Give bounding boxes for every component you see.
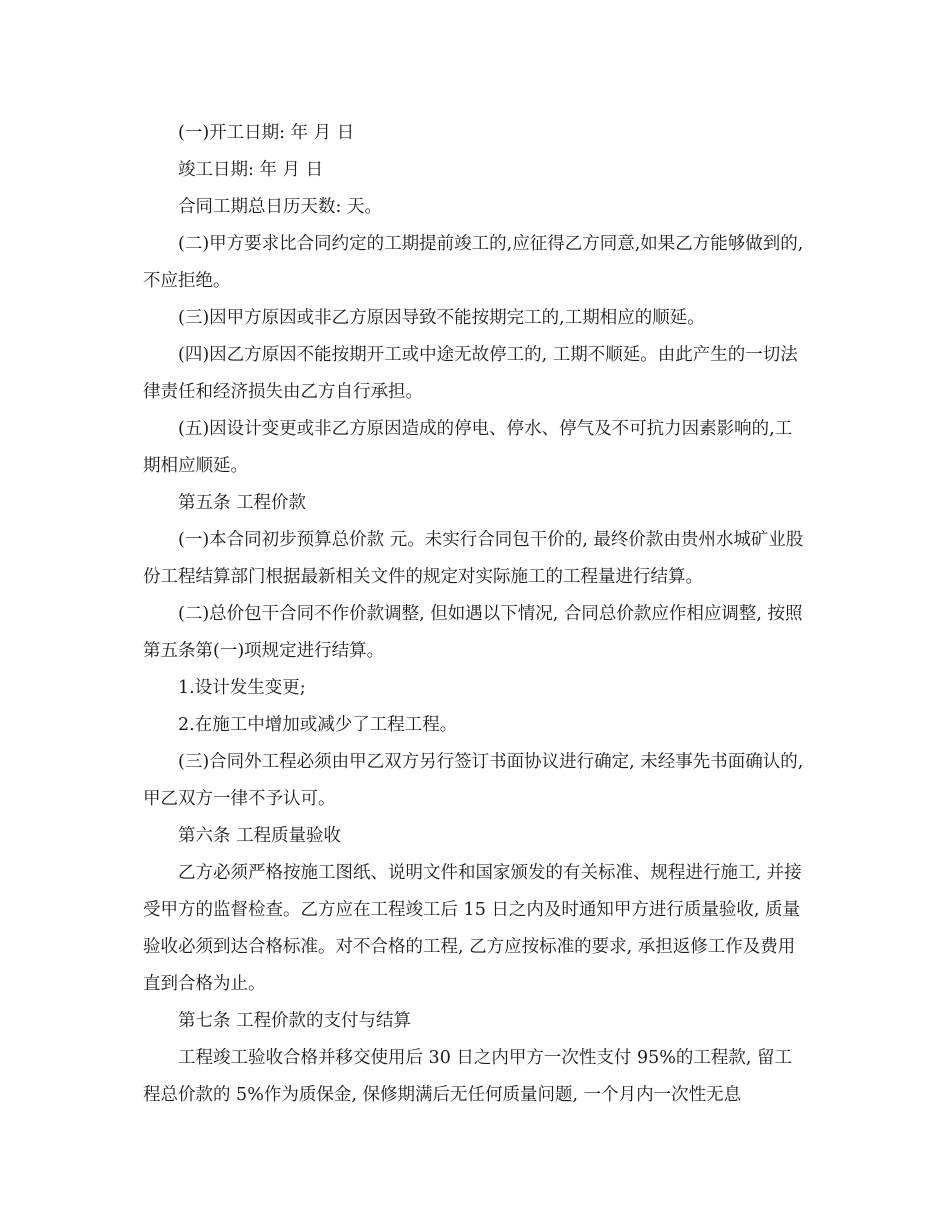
document-page: [143, 115, 805, 1114]
paragraph-delay-party-b: (四)因乙方原因不能按期开工或中途无故停工的, 工期不顺延。由此产生的一切法律责任和经济损失由乙方自行承担。: [143, 345, 798, 402]
section-heading-article-7: 第七条 工程价款的支付与结算: [178, 1011, 412, 1031]
paragraph-start-date: (一)开工日期: 年 月 日: [178, 123, 355, 143]
section-heading-article-5: 第五条 工程价款: [178, 493, 307, 513]
list-item-scope-change: 2.在施工中增加或减少了工程工程。: [178, 715, 458, 735]
paragraph-extra-work: (三)合同外工程必须由甲乙双方另行签订书面协议进行确定, 未经事先书面确认的, 甲乙双方一律不予认可。: [143, 752, 804, 809]
paragraph-delay-party-a: (三)因甲方原因或非乙方原因导致不能按期完工的,工期相应的顺延。: [178, 308, 705, 328]
paragraph-payment-settlement: 工程竣工验收合格并移交使用后 30 日之内甲方一次性支付 95%的工程款, 留工程总价款的 5%作为质保金, 保修期满后无任何质量问题, 一个月内一次性无息: [143, 1048, 792, 1105]
list-item-design-change: 1.设计发生变更;: [178, 678, 306, 698]
paragraph-design-change: (五)因设计变更或非乙方原因造成的停电、停水、停气及不可抗力因素影响的,工期相应顺延。: [143, 419, 793, 476]
paragraph-completion-date: 竣工日期: 年 月 日: [178, 160, 324, 180]
section-heading-article-6: 第六条 工程质量验收: [178, 826, 342, 846]
paragraph-early-completion: (二)甲方要求比合同约定的工期提前竣工的,应征得乙方同意,如果乙方能够做到的,不应拒绝。: [143, 234, 804, 291]
paragraph-budget-price: (一)本合同初步预算总价款 元。未实行合同包干价的, 最终价款由贵州水城矿业股份工程结算部门根据最新相关文件的规定对实际施工的工程量进行结算。: [143, 530, 804, 587]
paragraph-lump-sum: (二)总价包干合同不作价款调整, 但如遇以下情况, 合同总价款应作相应调整, 按照第五条第(一)项规定进行结算。: [143, 604, 803, 661]
paragraph-total-days: 合同工期总日历天数: 天。: [178, 197, 382, 217]
paragraph-quality-acceptance: 乙方必须严格按施工图纸、说明文件和国家颁发的有关标准、规程进行施工, 并接受甲方的监督检查。乙方应在工程竣工后 15 日之内及时通知甲方进行质量验收, 质量验收必须到达合格标准。对不合格的工程, 乙方应按标准的要求, 承担返修工作及费用直到合格为止。: [143, 863, 802, 994]
